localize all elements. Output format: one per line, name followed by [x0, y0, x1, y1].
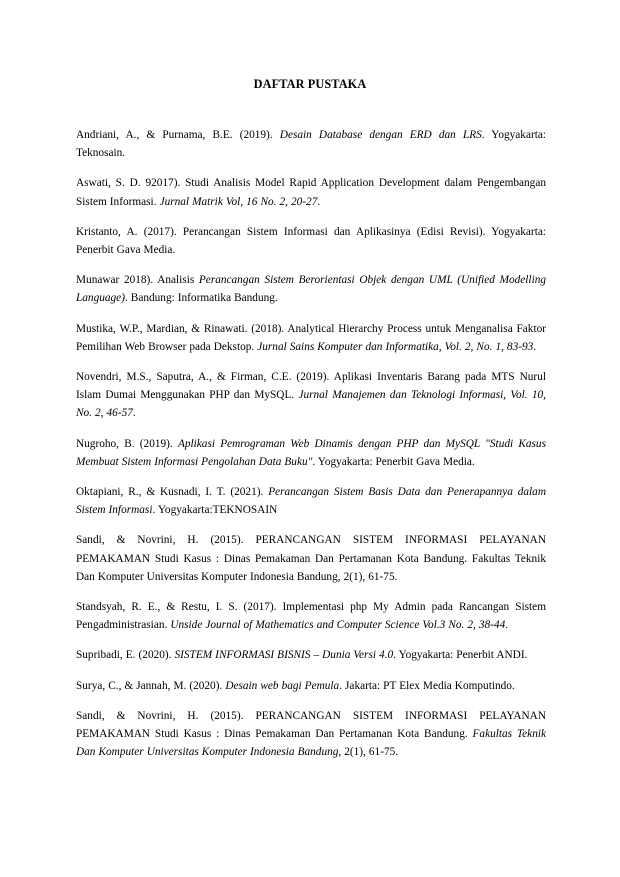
reference-text: Munawar 2018). Analisis: [76, 274, 199, 287]
reference-list: [76, 126, 546, 773]
reference-text: Standsyah, R. E., & Restu, I. S. (2017). Implementasi php My Admin pada Rancangan Sistem Pengadministrasian.: [76, 601, 546, 632]
reference-text: . Yogyakarta: Penerbit ANDI.: [393, 649, 528, 662]
reference-entry: [76, 598, 546, 634]
reference-text: . Yogyakarta: Teknosain.: [76, 129, 547, 160]
reference-italic-title: Perancangan Sistem Berorientasi Objek dengan UML (Unified Modelling Language): [76, 274, 547, 305]
reference-entry: [76, 707, 546, 762]
reference-text: Mustika, W.P., Mardian, & Rinawati. (2018). Analytical Hierarchy Process untuk Menganalisa Faktor Pemilihan Web Browser pada Dekstop.: [76, 322, 546, 353]
reference-italic-title: SISTEM INFORMASI BISNIS – Dunia Versi 4.0: [174, 649, 394, 662]
page-title: DAFTAR PUSTAKA: [253, 77, 367, 91]
reference-italic-title: Perancangan Sistem Basis Data dan Penerapannya dalam Sistem Informasi: [76, 486, 546, 517]
reference-entry: [76, 126, 546, 162]
reference-italic-title: Desain web bagi Pemula: [225, 679, 340, 692]
reference-italic-title: Unside Journal of Mathematics and Computer Science Vol.3 No. 2, 38-44: [170, 619, 506, 632]
reference-entry: [76, 368, 546, 423]
reference-italic-title: Jurnal Sains Komputer dan Informatika, Vol. 2, No. 1, 83-93: [257, 340, 534, 353]
reference-italic-title: Aplikasi Pemrograman Web Dinamis dengan PHP dan MySQL "Studi Kasus Membuat Sistem Informasi Pengolahan Data Buku": [76, 437, 546, 468]
reference-text: . Yogyakarta:TEKNOSAIN: [152, 504, 278, 517]
reference-entry: [76, 271, 546, 307]
reference-entry: [76, 646, 546, 664]
reference-text: Kristanto, A. (2017). Perancangan Sistem Informasi dan Aplikasinya (Edisi Revisi). Yogyakarta: Penerbit Gava Media.: [76, 225, 546, 257]
reference-entry: [76, 223, 546, 259]
reference-text: . Jakarta: PT Elex Media Komputindo.: [339, 679, 515, 692]
reference-italic-title: Jurnal Matrik Vol, 16 No. 2, 20-27: [159, 195, 318, 208]
reference-entry: [76, 531, 546, 586]
reference-italic-title: Jurnal Manajemen dan Teknologi Informasi, Vol. 10, No. 2, 46-57: [76, 389, 547, 420]
reference-text: Nugroho, B. (2019).: [76, 437, 178, 450]
reference-italic-title: Desain Database dengan ERD dan LRS: [279, 129, 482, 141]
reference-entry: [76, 435, 546, 471]
reference-text: Aswati, S. D. 92017). Studi Analisis Model Rapid Application Development dalam Pengembangan Sistem Informasi.: [76, 177, 546, 208]
reference-text: .: [505, 619, 509, 632]
reference-text: Sandi, & Novrini, H. (2015). PERANCANGAN SISTEM INFORMASI PELAYANAN PEMAKAMAN Studi Kasus : Dinas Pemakaman Dan Pertamanan Kota Bandung.: [76, 709, 546, 741]
reference-text: Andriani, A., & Purnama, B.E. (2019).: [76, 129, 280, 141]
reference-entry: [76, 320, 546, 356]
reference-text: . Bandung: Informatika Bandung.: [124, 292, 278, 305]
reference-text: Surya, C., & Jannah, M. (2020).: [76, 679, 226, 692]
reference-text: Supribadi, E. (2020).: [76, 649, 175, 662]
reference-text: .: [317, 195, 321, 208]
reference-text: , 2(1), 61-75.: [338, 746, 399, 759]
reference-text: .: [533, 340, 537, 353]
reference-text: Novendri, M.S., Saputra, A., & Firman, C.E. (2019). Aplikasi Inventaris Barang pada MTS Nurul Islam Dumai Menggunakan PHP dan MySQL.: [76, 371, 546, 402]
reference-text: . Yogyakarta: Penerbit Gava Media.: [312, 455, 475, 468]
reference-italic-title: Fakultas Teknik Dan Komputer Universitas Komputer Indonesia Bandung: [76, 728, 546, 759]
reference-text: Oktapiani, R., & Kusnadi, I. T. (2021).: [76, 486, 269, 499]
reference-entry: [76, 677, 546, 695]
reference-text: Sandi, & Novrini, H. (2015). PERANCANGAN SISTEM INFORMASI PELAYANAN PEMAKAMAN Studi Kasus : Dinas Pemakaman Dan Pertamanan Kota Bandung. Fakultas Teknik Dan Komputer Universitas Komputer Indonesia Bandung, 2(1), 61-75.: [76, 534, 546, 583]
reference-text: .: [132, 407, 136, 420]
reference-entry: [76, 483, 546, 519]
reference-entry: [76, 174, 546, 210]
